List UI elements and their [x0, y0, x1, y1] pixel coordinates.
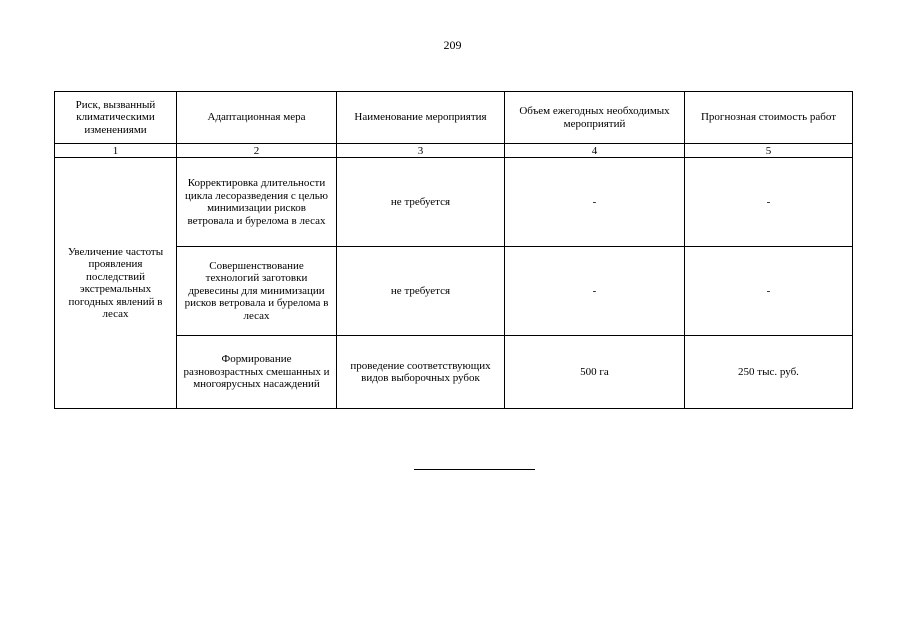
column-number: 3 [337, 144, 505, 158]
table-row [55, 158, 853, 247]
measure-cell: Формирование разновозрастных смешанных и многоярусных насаждений [177, 336, 337, 409]
header-risk: Риск, вызванный климатическими изменениями [55, 92, 177, 144]
header-forecast-cost: Прогнозная стоимость работ [685, 92, 853, 144]
volume-cell: - [505, 158, 685, 247]
activity-cell: проведение соответствующих видов выборочных рубок [337, 336, 505, 409]
risk-cell: Увеличение частоты проявления последствий экстремальных погодных явлений в лесах [55, 158, 177, 409]
cost-cell: 250 тыс. руб. [685, 336, 853, 409]
header-activity-name: Наименование мероприятия [337, 92, 505, 144]
column-number-row [55, 144, 853, 158]
column-number: 2 [177, 144, 337, 158]
volume-cell: 500 га [505, 336, 685, 409]
adaptation-measures-table [54, 91, 853, 409]
measure-cell: Совершенствование технологий заготовки древесины для минимизации рисков ветровала и бурелома в лесах [177, 247, 337, 336]
measure-cell: Корректировка длительности цикла лесоразведения с целью минимизации рисков ветровала и бурелома в лесах [177, 158, 337, 247]
column-number: 5 [685, 144, 853, 158]
column-number: 1 [55, 144, 177, 158]
page-number: 209 [443, 38, 462, 52]
table-header-row [55, 92, 853, 144]
cost-cell: - [685, 158, 853, 247]
column-number: 4 [505, 144, 685, 158]
footnote-divider [414, 469, 535, 470]
cost-cell: - [685, 247, 853, 336]
volume-cell: - [505, 247, 685, 336]
header-annual-volume: Объем ежегодных необходимых мероприятий [505, 92, 685, 144]
header-adaptation-measure: Адаптационная мера [177, 92, 337, 144]
activity-cell: не требуется [337, 158, 505, 247]
activity-cell: не требуется [337, 247, 505, 336]
